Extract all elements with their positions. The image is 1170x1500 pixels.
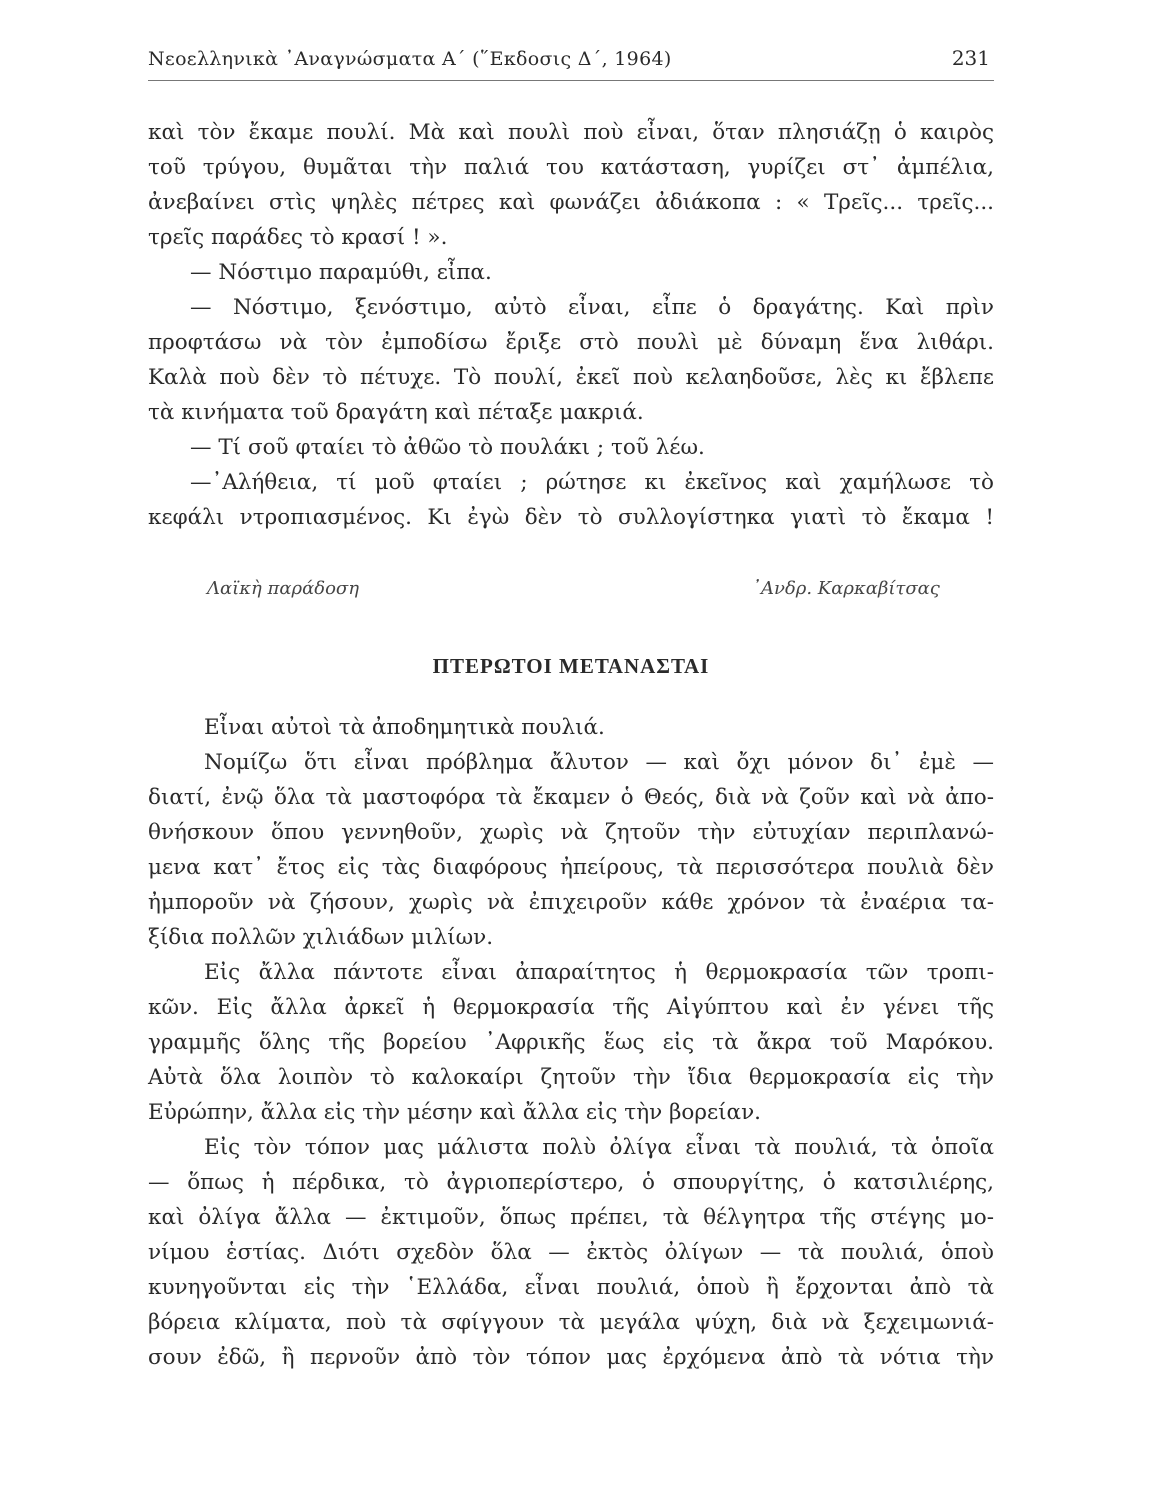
article-line: Αὐτὰ ὅλα λοιπὸν τὸ καλοκαίρι ζητοῦν τὴν ἴδια θερμοκρασία εἰς τὴν (148, 1065, 994, 1090)
article-line: βόρεια κλίματα, ποὺ τὰ σφίγγουν τὰ μεγάλα ψύχη, διὰ νὰ ξεχειμωνιά- (148, 1310, 994, 1335)
article-line: ἠμποροῦν νὰ ζήσουν, χωρὶς νὰ ἐπιχειροῦν κάθε χρόνον τὰ ἐναέρια τα- (148, 890, 994, 915)
article-line: — ὅπως ἡ πέρδικα, τὸ ἀγριοπερίστερο, ὁ σπουργίτης, ὁ κατσιλιέρης, (148, 1170, 994, 1195)
story-line: — Νόστιμο παραμύθι, εἶπα. (190, 260, 492, 285)
story-line: τρεῖς παράδες τὸ κρασί ! ». (148, 225, 448, 250)
article-line: Νομίζω ὅτι εἶναι πρόβλημα ἄλυτον — καὶ ὄχι μόνον δι᾿ ἐμὲ — (204, 750, 994, 775)
article-line: διατί, ἐνῷ ὅλα τὰ μαστοφόρα τὰ ἔκαμεν ὁ Θεός, διὰ νὰ ζοῦν καὶ νὰ ἀπο- (148, 785, 994, 810)
article-line: νίμου ἑστίας. Διότι σχεδὸν ὅλα — ἐκτὸς ὀλίγων — τὰ πουλιά, ὁποὺ (148, 1240, 994, 1265)
story-line: καὶ τὸν ἔκαμε πουλί. Μὰ καὶ πουλὶ ποὺ εἶναι, ὅταν πλησιάζῃ ὁ καιρὸς (148, 120, 994, 145)
running-header (148, 40, 994, 81)
article-line: γραμμῆς ὅλης τῆς βορείου ᾿Αφρικῆς ἕως εἰς τὰ ἄκρα τοῦ Μαρόκου. (148, 1030, 994, 1055)
article-line: Εἰς ἄλλα πάντοτε εἶναι ἀπαραίτητος ἡ θερμοκρασία τῶν τροπι- (204, 960, 994, 985)
article-line: μενα κατ᾿ ἔτος εἰς τὰς διαφόρους ἠπείρους, τὰ περισσότερα πουλιὰ δὲν (148, 855, 994, 880)
story-line: τὰ κινήματα τοῦ δραγάτη καὶ πέταξε μακριά. (148, 400, 644, 425)
story-line: προφτάσω νὰ τὸν ἐμποδίσω ἔριξε στὸ πουλὶ μὲ δύναμη ἕνα λιθάρι. (148, 330, 994, 355)
article-line: θνήσκουν ὅπου γεννηθοῦν, χωρὶς νὰ ζητοῦν τὴν εὐτυχίαν περιπλανώ- (148, 820, 994, 845)
story-line: κεφάλι ντροπιασμένος. Κι ἐγὼ δὲν τὸ συλλογίστηκα γιατὶ τὸ ἔκαμα ! (148, 505, 994, 530)
author-credit: ᾿Ανδρ. Καρκαβίτσας (752, 578, 940, 599)
story-line: — Νόστιμο, ξενόστιμο, αὐτὸ εἶναι, εἶπε ὁ δραγάτης. Καὶ πρὶν (190, 295, 994, 320)
source-credit: Λαϊκὴ παράδοση (207, 578, 359, 599)
article-line: ξίδια πολλῶν χιλιάδων μιλίων. (148, 925, 494, 950)
article-line: καὶ ὀλίγα ἄλλα — ἐκτιμοῦν, ὅπως πρέπει, τὰ θέλγητρα τῆς στέγης μο- (148, 1205, 994, 1230)
story-line: —᾿Αλήθεια, τί μοῦ φταίει ; ρώτησε κι ἐκεῖνος καὶ χαμήλωσε τὸ (190, 470, 994, 495)
article-line: σουν ἐδῶ, ἢ περνοῦν ἀπὸ τὸν τόπον μας ἐρχόμενα ἀπὸ τὰ νότια τὴν (148, 1345, 994, 1370)
page-number: 231 (951, 46, 990, 70)
article-line: Εὐρώπην, ἄλλα εἰς τὴν μέσην καὶ ἄλλα εἰς τὴν βορείαν. (148, 1100, 761, 1125)
article-title: ΠΤΕΡΩΤΟΙ ΜΕΤΑΝΑΣΤΑΙ (432, 654, 710, 678)
story-line: ἀνεβαίνει στὶς ψηλὲς πέτρες καὶ φωνάζει ἀδιάκοπα : « Τρεῖς... τρεῖς... (148, 190, 994, 215)
article-line: κυνηγοῦνται εἰς τὴν ῾Ελλάδα, εἶναι πουλιά, ὁποὺ ἢ ἔρχονται ἀπὸ τὰ (148, 1275, 994, 1300)
story-line: — Τί σοῦ φταίει τὸ ἀθῶο τὸ πουλάκι ; τοῦ λέω. (190, 435, 705, 460)
article-line: Εἰς τὸν τόπον μας μάλιστα πολὺ ὀλίγα εἶναι τὰ πουλιά, τὰ ὁποῖα (204, 1135, 994, 1160)
story-line: Καλὰ ποὺ δὲν τὸ πέτυχε. Τὸ πουλί, ἐκεῖ ποὺ κελαηδοῦσε, λὲς κι ἔβλεπε (148, 365, 994, 390)
article-line: Εἶναι αὐτοὶ τὰ ἀποδημητικὰ πουλιά. (204, 715, 605, 740)
story-line: τοῦ τρύγου, θυμᾶται τὴν παλιά του κατάσταση, γυρίζει στ᾿ ἀμπέλια, (148, 155, 994, 180)
running-title: Νεοελληνικὰ ᾿Αναγνώσματα Α΄ (῞Εκδοσις Δ΄, 1964) (148, 48, 672, 70)
article-line: κῶν. Εἰς ἄλλα ἀρκεῖ ἡ θερμοκρασία τῆς Αἰγύπτου καὶ ἐν γένει τῆς (148, 995, 994, 1020)
